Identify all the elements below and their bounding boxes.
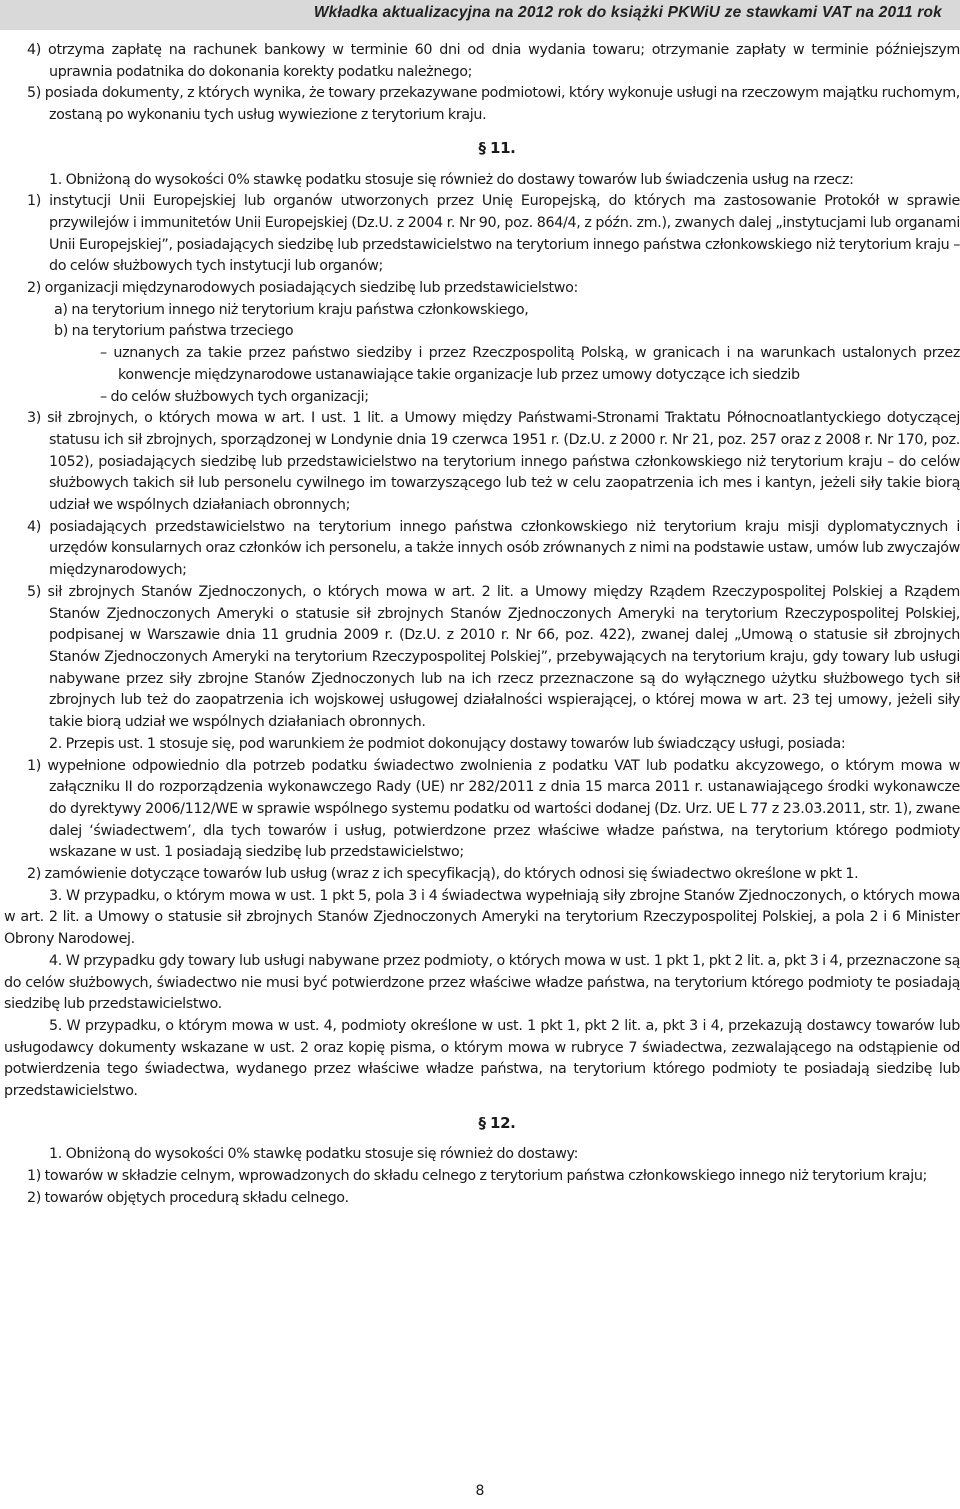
list-item: 2) zamówienie dotyczące towarów lub usług (wraz z ich specyfikacją), do których odnosi się świadectwo określone w pkt 1. bbox=[27, 866, 859, 883]
paragraph: 4. W przypadku gdy towary lub usługi nabywane przez podmioty, o których mowa w ust. 1 pkt 1, pkt 2 lit. a, pkt 3 i 4, przeznaczone są do celów służbowych, świadectwo nie musi być potwierdzone przez właściwe władze państwa, na terytorium którego podmioty te posiadają siedzibę lub przedstawicielstwo. bbox=[4, 952, 960, 1013]
list-item: 4) posiadających przedstawicielstwo na terytorium innego państwa członkowskiego niż terytorium kraju misji dyplomatycznych i urzędów konsularnych oraz członków ich personelu, a także innych osób zrównanych z nimi na podstawie ustaw, umów lub zwyczajów międzynarodowych; bbox=[27, 518, 960, 579]
running-header bbox=[0, 0, 960, 30]
dash-item: – do celów służbowych tych organizacji; bbox=[100, 388, 369, 405]
list-item: 1) instytucji Unii Europejskiej lub organów utworzonych przez Unię Europejską, do których ma zastosowanie Protokół w sprawie przywilejów i immunitetów Unii Europejskiej (Dz.U. z 2004 r. Nr 90, poz. 864/4, z późn. zm.), zwanych dalej „instytucjami lub organami Unii Europejskiej”, posiadających siedzibę lub przedstawicielstwo na terytorium innego państwa członkowskiego niż terytorium kraju – do celów służbowych tych instytucji lub organów; bbox=[27, 193, 960, 275]
list-item: 5) posiada dokumenty, z których wynika, że towary przekazywane podmiotowi, który wykonuje usługi na rzeczowym majątku ruchomym, zostaną po wykonaniu tych usług wywiezione z terytorium kraju. bbox=[27, 85, 960, 124]
list-item: 4) otrzyma zapłatę na rachunek bankowy w terminie 60 dni od dnia wydania towaru; otrzymanie zapłaty w terminie późniejszym uprawnia podatnika do dokonania korekty podatku należnego; bbox=[27, 42, 960, 80]
paragraph: 3. W przypadku, o którym mowa w ust. 1 pkt 5, pola 3 i 4 świadectwa wypełniają siły zbrojne Stanów Zjednoczonych, o których mowa w art. 2 lit. a Umowy o statusie sił zbrojnych Stanów Zjednoczonych Ameryki na terytorium Rzeczypospolitej Polskiej, a pola 2 i 6 Minister Obrony Narodowej. bbox=[4, 887, 960, 948]
list-item: 3) sił zbrojnych, o których mowa w art. I ust. 1 lit. a Umowy między Państwami-Stronami Traktatu Północnoatlantyckiego dotyczącej statusu ich sił zbrojnych, sporządzonej w Londynie dnia 19 czerwca 1951 r. (Dz.U. z 2000 r. Nr 21, poz. 257 oraz z 2008 r. Nr 170, poz. 1052), posiadających siedzibę lub przedstawicielstwo na terytorium innego państwa członkowskiego niż terytorium kraju – do celów służbowych takich sił lub personelu cywilnego im towarzyszącego lub też w celu zaopatrzenia ich mes i kantyn, jeżeli siły takie biorą udział we wspólnych działaniach obronnych; bbox=[27, 410, 960, 514]
sub-item: b) na terytorium państwa trzeciego bbox=[54, 323, 294, 340]
paragraph: 1. Obniżoną do wysokości 0% stawkę podatku stosuje się również do dostawy: bbox=[49, 1146, 579, 1163]
list-item: 2) towarów objętych procedurą składu celnego. bbox=[27, 1189, 349, 1206]
dash-item: – uznanych za takie przez państwo siedziby i przez Rzeczpospolitą Polską, w granicach i na warunkach ustalonych przez konwencje międzynarodowe ustanawiające takie organizacje lub przez umowy dotyczące ich siedzib bbox=[100, 345, 960, 383]
section-heading: § 12. bbox=[478, 1113, 516, 1132]
list-item: 1) wypełnione odpowiednio dla potrzeb podatku świadectwo zwolnienia z podatku VAT lub podatku akcyzowego, o którym mowa w załączniku II do rozporządzenia wykonawczego Rady (UE) nr 282/2011 z dnia 15 marca 2011 r. ustanawiającego środki wykonawcze do dyrektywy 2006/112/WE w sprawie wspólnego systemu podatku od wartości dodanej (Dz. Urz. UE L 77 z 23.03.2011, str. 1), zwane dalej ‘świadectwem’, dla tych towarów i usług, potwierdzone przez właściwe władze państwa, na terytorium którego podmioty wskazane w ust. 1 posiadają siedzibę lub przedstawicielstwo; bbox=[27, 757, 960, 861]
list-item: 2) organizacji międzynarodowych posiadających siedzibę lub przedstawicielstwo: bbox=[27, 280, 579, 297]
page-number: 8 bbox=[475, 1483, 485, 1499]
paragraph: 5. W przypadku, o którym mowa w ust. 4, podmioty określone w ust. 1 pkt 1, pkt 2 lit. a, pkt 3 i 4, przekazują dostawcy towarów lub usługodawcy dokumenty wskazane w ust. 2 oraz kopię pisma, o którym mowa w rubryce 7 świadectwa, zezwalającego na odstąpienie od potwierdzenia tego świadectwa, wydanego przez właściwe władze państwa, na terytorium którego podmioty te posiadają siedzibę lub przedstawicielstwo. bbox=[4, 1017, 960, 1100]
list-item: 5) sił zbrojnych Stanów Zjednoczonych, o których mowa w art. 2 lit. a Umowy między Rządem Rzeczypospolitej Polskiej a Rządem Stanów Zjednoczonych Ameryki o statusie sił zbrojnych Stanów Zjednoczonych Ameryki na terytorium Rzeczypospolitej Polskiej, podpisanej w Warszawie dnia 11 grudnia 2009 r. (Dz.U. z 2010 r. Nr 66, poz. 422), zwanej dalej „Umową o statusie sił zbrojnych Stanów Zjednoczonych Ameryki na terytorium Rzeczypospolitej Polskiej”, przebywających na terytorium kraju, gdy towary lub usługi nabywane przez siły zbrojne Stanów Zjednoczonych lub na ich rzecz przeznaczone są do wyłącznego użytku służbowego tych sił zbrojnych lub też do zaopatrzenia ich wojskowej usługowej działalności wspierającej, o której mowa w art. 23 tej umowy, jeżeli siły takie biorą udział we wspólnych działaniach obronnych. bbox=[27, 583, 960, 731]
page-body bbox=[4, 40, 960, 1210]
sub-item: a) na terytorium innego niż terytorium kraju państwa członkowskiego, bbox=[54, 301, 529, 318]
section-heading: § 11. bbox=[478, 138, 516, 157]
list-item: 1) towarów w składzie celnym, wprowadzonych do składu celnego z terytorium państwa członkowskiego innego niż terytorium kraju; bbox=[27, 1168, 927, 1185]
paragraph: 2. Przepis ust. 1 stosuje się, pod warunkiem że podmiot dokonujący dostawy towarów lub świadczący usługi, posiada: bbox=[49, 735, 846, 752]
running-header-title: Wkładka aktualizacyjna na 2012 rok do książki PKWiU ze stawkami VAT na 2011 rok bbox=[313, 4, 942, 21]
paragraph: 1. Obniżoną do wysokości 0% stawkę podatku stosuje się również do dostawy towarów lub świadczenia usług na rzecz: bbox=[49, 171, 854, 188]
